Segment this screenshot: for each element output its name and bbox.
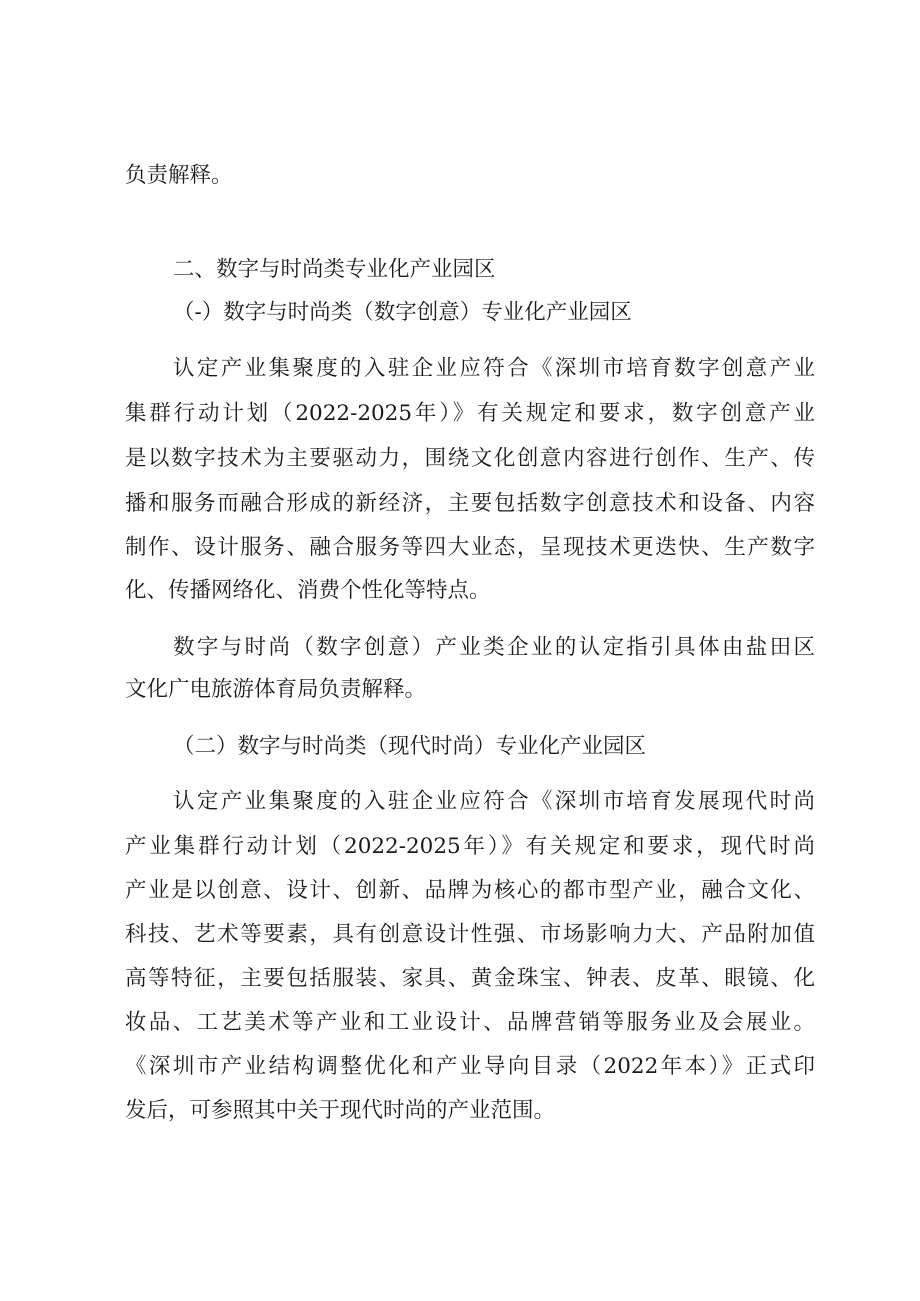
paragraph-line: 化、传播网络化、消费个性化等特点。 (125, 578, 491, 603)
text-line: 负责解释。 (125, 163, 233, 188)
paragraph-line: 是以数字技术为主要驱动力，围绕文化创意内容进行创作、生产、传 (125, 446, 815, 471)
paragraph-line: 数字与时尚（数字创意）产业类企业的认定指引具体由盐田区 (173, 635, 815, 660)
paragraph-line: 认定产业集聚度的入驻企业应符合《深圳市培育发展现代时尚 (173, 789, 815, 814)
paragraph-line: 集群行动计划（2022-2025年）》有关规定和要求，数字创意产业 (125, 401, 815, 426)
paragraph-line: 产业集群行动计划（2022-2025年）》有关规定和要求，现代时尚 (125, 834, 815, 859)
paragraph-line: 《深圳市产业结构调整优化和产业导向目录（2022年本）》正式印 (125, 1054, 815, 1079)
paragraph-line: 认定产业集聚度的入驻企业应符合《深圳市培育数字创意产业 (173, 356, 815, 381)
paragraph-line: 产业是以创意、设计、创新、品牌为核心的都市型产业，融合文化、 (125, 878, 815, 903)
section-heading: 二、数字与时尚类专业化产业园区 (173, 257, 496, 282)
paragraph-line: 制作、设计服务、融合服务等四大业态，呈现技术更迭快、生产数字 (125, 535, 815, 560)
paragraph-line: 妆品、工艺美术等产业和工业设计、品牌营销等服务业及会展业。 (125, 1010, 815, 1035)
paragraph-line: 播和服务而融合形成的新经济，主要包括数字创意技术和设备、内容 (125, 491, 815, 516)
paragraph-line: 文化广电旅游体育局负责解释。 (125, 677, 427, 702)
paragraph-line: 高等特征，主要包括服装、家具、黄金珠宝、钟表、皮革、眼镜、化 (125, 966, 815, 991)
subsection-heading: （二）数字与时尚类（现代时尚）专业化产业园区 (173, 734, 647, 759)
subsection-heading: （-）数字与时尚类（数字创意）专业化产业园区 (173, 300, 632, 325)
paragraph-line: 科技、艺术等要素，具有创意设计性强、市场影响力大、产品附加值 (125, 922, 815, 947)
paragraph-line: 发后，可参照其中关于现代时尚的产业范围。 (125, 1098, 556, 1123)
